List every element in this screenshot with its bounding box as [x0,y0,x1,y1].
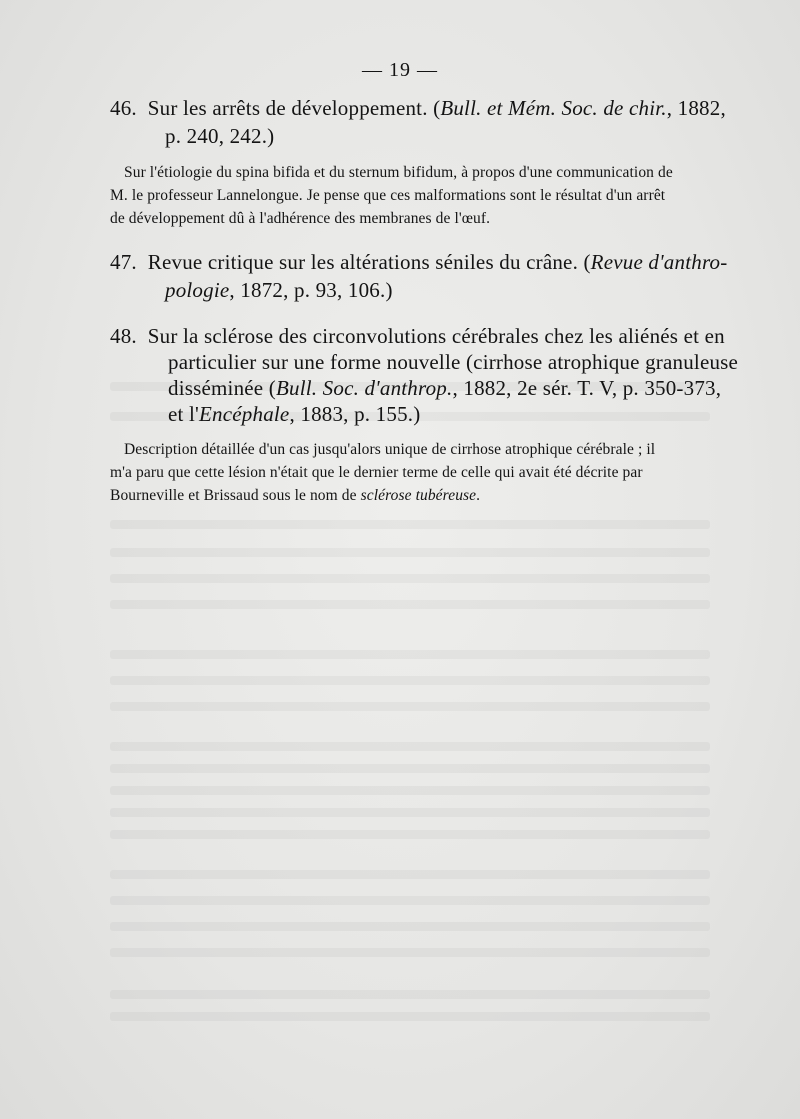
entry-48-line-1: 48. Sur la sclérose des circonvolutions cérébrales chez les aliénés et en [110,324,725,348]
entry-46-line-2: p. 240, 242.) [165,124,275,148]
entry-47-line-2: pologie, 1872, p. 93, 106.) [165,278,393,302]
bleed-through-line [110,830,710,839]
journal-title: pologie [165,278,230,302]
bleed-through-line [110,600,710,609]
emphasis-term: sclérose tubéreuse [360,487,477,504]
entry-48-note-line-2: m'a paru que cette lésion n'était que le dernier terme de celle qui avait été décrite par [110,464,643,481]
bleed-through-line [110,808,710,817]
entry-48-line-2: particulier sur une forme nouvelle (cirrhose atrophique granuleuse [168,350,739,374]
bleed-through-line [110,548,710,557]
entry-number: 47. [110,250,137,274]
bleed-through-line [110,922,710,931]
bleed-through-line [110,764,710,773]
journal-title: Encéphale [199,402,290,426]
bleed-through-line [110,520,710,529]
bleed-through-line [110,786,710,795]
entry-number: 46. [110,96,137,120]
bleed-through-line [110,990,710,999]
journal-title: Revue d'anthro- [590,250,728,274]
entry-48-line-3: disséminée (Bull. Soc. d'anthrop., 1882, 2e sér. T. V, p. 350-373, [168,376,722,400]
entry-46-line-1: 46. Sur les arrêts de développement. (Bull. et Mém. Soc. de chir., 1882, [110,96,726,120]
bleed-through-line [110,870,710,879]
entry-number: 48. [110,324,137,348]
bleed-through-line [110,650,710,659]
entry-48-note-line-3: Bourneville et Brissaud sous le nom de sclérose tubéreuse. [110,487,481,504]
entry-46-note-line-2: M. le professeur Lannelongue. Je pense que ces malformations sont le résultat d'un arrêt [110,187,666,204]
journal-title: Bull. Soc. d'anthrop. [275,376,453,400]
journal-title: Bull. et Mém. Soc. de chir. [440,96,667,120]
bleed-through-line [110,742,710,751]
entry-46-note-line-3: de développement dû à l'adhérence des membranes de l'œuf. [110,210,491,227]
bleed-through-line [110,702,710,711]
bleed-through-line [110,896,710,905]
entry-47-line-1: 47. Revue critique sur les altérations séniles du crâne. (Revue d'anthro- [110,250,728,274]
bleed-through-line [110,1012,710,1021]
bleed-through-line [110,676,710,685]
page-number: — 19 — [362,59,438,81]
bleed-through-line [110,948,710,957]
entry-48-line-4: et l'Encéphale, 1883, p. 155.) [168,402,421,426]
entry-46-note-line-1: Sur l'étiologie du spina bifida et du sternum bifidum, à propos d'une communication de [124,164,673,181]
bleed-through-line [110,574,710,583]
entry-48-note-line-1: Description détaillée d'un cas jusqu'alors unique de cirrhose atrophique cérébrale ; il [124,441,656,458]
